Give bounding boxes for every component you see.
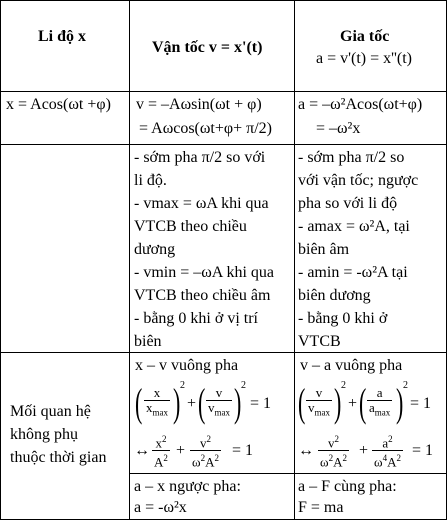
row-divider (0, 144, 447, 145)
fraction-a2-over-w4A2: $\frac{a^2}{\omega^4A^2}$ (374, 434, 401, 470)
fraction-v2-over-w2A2: $\frac{v^2}{\omega^2A^2}$ (320, 434, 347, 470)
equivalence-arrow: ↔ (134, 442, 150, 459)
column-divider (0, 0, 1, 520)
right-paren: ) (396, 380, 404, 425)
fraction-v-over-vmax: v $v_{max}$ (308, 385, 330, 418)
velocity-property-line: li độ. (134, 172, 167, 189)
row-divider (0, 352, 447, 353)
relation-label-line: Mối quan hệ (10, 403, 91, 420)
right-paren: ) (334, 380, 342, 425)
displacement-formula: x = Acos(ωt +φ) (6, 96, 111, 113)
left-paren: ( (135, 380, 143, 425)
relation-label-line: không phụ (10, 426, 78, 443)
table-border-top (0, 0, 447, 1)
acceleration-property-line: VTCB (298, 333, 341, 350)
velocity-property-line: dương (134, 241, 176, 258)
header-acceleration-formula: a = v'(t) = x''(t) (316, 50, 412, 67)
velocity-property-line: VTCB theo chiều âm (134, 287, 271, 304)
acceleration-formula: a = –ω²Acos(ωt+φ) (298, 96, 423, 113)
left-paren: ( (198, 380, 206, 425)
acceleration-property-line: - amax = ω²A, tại (298, 218, 410, 235)
velocity-property-line: - sớm pha π/2 so với (134, 149, 266, 166)
fraction-x2-over-A2: $\frac{x^2}{A^2}$ (154, 434, 168, 470)
velocity-formula-cos: = Aωcos(ωt+φ+ π/2) (139, 120, 272, 137)
acceleration-property-line: biên dương (298, 287, 371, 304)
header-velocity: Vận tốc v = x'(t) (152, 39, 263, 56)
aF-inphase-title: a – F cùng pha: (298, 478, 397, 495)
ax-antiphase-formula: a = -ω²x (134, 499, 187, 516)
left-paren: ( (298, 380, 306, 425)
ax-antiphase-title: a – x ngược pha: (134, 478, 241, 495)
right-paren: ) (173, 380, 181, 425)
acceleration-formula-x: = –ω²x (316, 120, 361, 137)
aF-inphase-formula: F = ma (298, 499, 344, 516)
fraction-v-over-vmax: v $v_{max}$ (208, 385, 230, 418)
left-paren: ( (359, 380, 367, 425)
va-quadrature-title: v – a vuông pha (300, 357, 403, 374)
velocity-property-line: - bằng 0 khi ở vị trí (134, 310, 258, 327)
velocity-property-line: - vmin = –ωA khi qua (134, 264, 274, 281)
column-divider (129, 0, 130, 520)
acceleration-property-line: - amin = -ω²A tại (298, 264, 408, 281)
equals-one: = 1 (250, 395, 272, 412)
kinematics-table: Li độ x Vận tốc v = x'(t) Gia tốc a = v'(t) = x''(t) x = Acos(ωt +φ) v = –Aωsin(ωt + φ) = Aωcos(ωt+φ+ π/2) a = –ω²Acos(ωt+φ) = –ω²x - sớm pha π/2 so với li độ. - vmax = ωA khi qua VTCB theo chiều dương - vmin = –ωA khi qua VTCB theo chiều âm - bằng 0 khi ở vị trí biên - sớm pha π/2 so với vận tốc; ngược pha so với li độ - amax = ω²A, tại biên âm - amin = -ω²A tại biên dương - bằng 0 khi ở VTCB Mối quan hệ không phụ thuộc thời gian x – v vuông pha ( x $x_{max}$ ) 2 + ( v $v_{max}$ ) 2 = 1 ↔ $\frac{x^2}{A^2}$ + $\frac{v^2}{\omega^2A^2}$ = 1 v – a vuông pha ( v $v_{max}$ ) 2 + ( a $a_{max}$ ) 2 = 1 ↔ $\frac{v^2}{\omega^2A^2}$ + $\frac{a^2}{\omega^4A^2}$ = 1 a – x ngược pha: a = -ω²x a – F cùng pha: F = ma (0, 0, 447, 520)
acceleration-property-line: biên âm (298, 241, 350, 258)
velocity-formula: v = –Aωsin(ωt + φ) (136, 96, 262, 113)
fraction-a-over-amax: a $a_{max}$ (369, 385, 391, 418)
relation-label-line: thuộc thời gian (10, 449, 107, 466)
velocity-property-line: VTCB theo chiều (134, 218, 247, 235)
acceleration-property-line: với vận tốc; ngược (298, 172, 419, 189)
column-divider (294, 0, 295, 520)
xv-quadrature-title: x – v vuông pha (135, 357, 239, 374)
header-displacement: Li độ x (38, 28, 87, 45)
velocity-property-line: - vmax = ωA khi qua (134, 195, 269, 212)
acceleration-property-line: - bằng 0 khi ở (298, 310, 388, 327)
equivalence-arrow: ↔ (298, 442, 314, 459)
fraction-x-over-xmax: x $x_{max}$ (146, 385, 168, 418)
right-paren: ) (234, 380, 242, 425)
header-acceleration: Gia tốc (340, 28, 390, 45)
fraction-v2-over-w2A2: $\frac{v^2}{\omega^2A^2}$ (192, 434, 219, 470)
acceleration-property-line: pha so với li độ (298, 195, 398, 212)
acceleration-property-line: - sớm pha π/2 so (298, 149, 405, 166)
row-divider (0, 91, 447, 92)
velocity-property-line: biên (134, 333, 162, 350)
row-divider (129, 473, 447, 474)
